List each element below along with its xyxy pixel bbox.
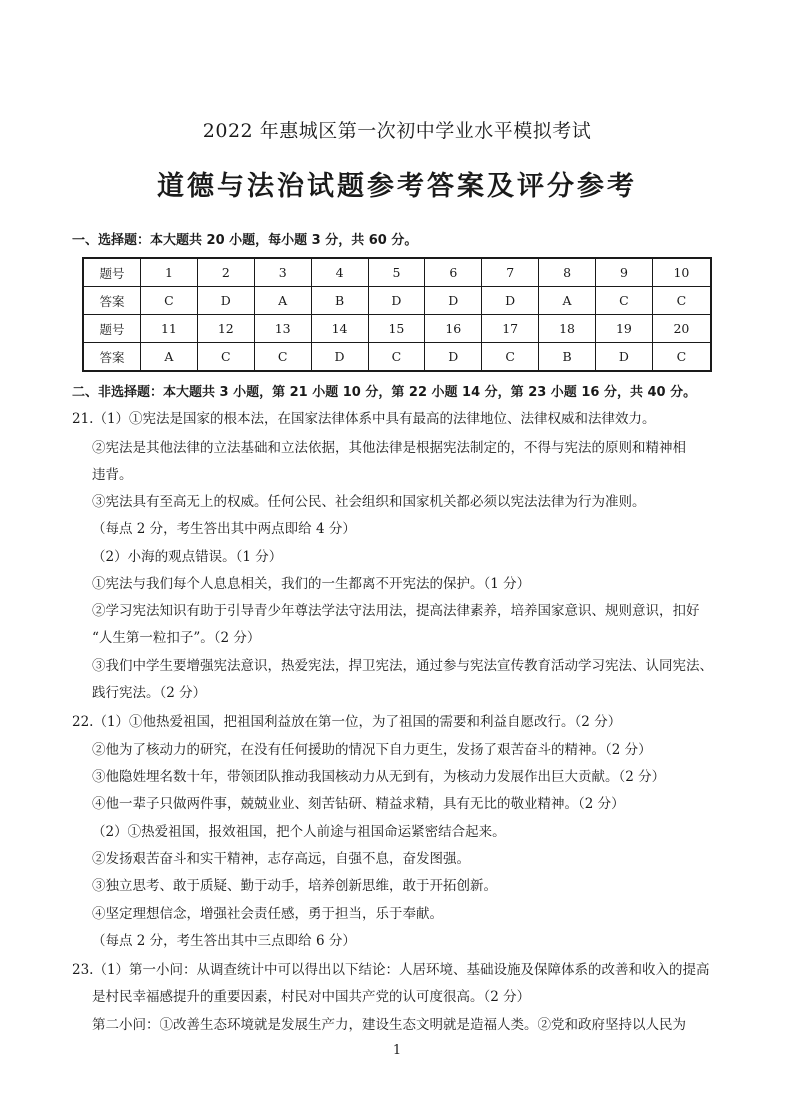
answer-line: （2）①热爱祖国，报效祖国，把个人前途与祖国命运紧密结合起来。 bbox=[92, 824, 506, 840]
table-cell: D bbox=[197, 287, 254, 315]
answer-line: ③独立思考、敢于质疑、勤于动手，培养创新思维，敢于开拓创新。 bbox=[92, 878, 497, 894]
answer-line: ①宪法与我们每个人息息相关，我们的一生都离不开宪法的保护。（1 分） bbox=[92, 576, 531, 592]
answer-line: ②学习宪法知识有助于引导青少年尊法学法守法用法，提高法律素养，培养国家意识、规则意识，扣好 bbox=[92, 603, 700, 619]
answer-line: ②宪法是其他法律的立法基础和立法依据，其他法律是根据宪法制定的，不得与宪法的原则和精神相 bbox=[92, 440, 686, 456]
table-cell: 20 bbox=[652, 315, 711, 343]
table-row-header: 答案 bbox=[83, 287, 141, 315]
answer-line: ②他为了核动力的研究，在没有任何援助的情况下自力更生，发扬了艰苦奋斗的精神。（2 分） bbox=[92, 742, 652, 758]
table-cell: 14 bbox=[311, 315, 368, 343]
answer-line: （每点 2 分，考生答出其中三点即给 6 分） bbox=[92, 933, 356, 949]
table-cell: 15 bbox=[368, 315, 425, 343]
table-cell: C bbox=[482, 343, 539, 372]
answer-line: 23.（1）第一小问：从调查统计中可以得出以下结论：人居环境、基础设施及保障体系的改善和收入的提高 bbox=[72, 962, 710, 978]
answer-line: 22.（1）①他热爱祖国，把祖国利益放在第一位，为了祖国的需要和利益自愿改行。（2 分） bbox=[72, 714, 622, 730]
answer-line: 是村民幸福感提升的重要因素，村民对中国共产党的认可度很高。（2 分） bbox=[92, 989, 531, 1005]
table-cell: D bbox=[425, 343, 482, 372]
answer-line: ④他一辈子只做两件事，兢兢业业、刻苦钻研、精益求精，具有无比的敬业精神。（2 分） bbox=[92, 796, 625, 812]
section2-heading: 二、非选择题：本大题共 3 小题，第 21 小题 10 分，第 22 小题 14 分，第 23 小题 16 分，共 40 分。 bbox=[72, 385, 697, 400]
answer-line: ③他隐姓埋名数十年，带领团队推动我国核动力从无到有，为核动力发展作出巨大贡献。（2 分） bbox=[92, 769, 666, 785]
table-cell: B bbox=[311, 287, 368, 315]
table-cell: 8 bbox=[539, 258, 596, 287]
document-title: 道德与法治试题参考答案及评分参考 bbox=[157, 171, 637, 202]
table-cell: A bbox=[254, 287, 311, 315]
table-cell: 3 bbox=[254, 258, 311, 287]
table-cell: 11 bbox=[141, 315, 198, 343]
table-cell: B bbox=[539, 343, 596, 372]
answer-line: 21.（1）①宪法是国家的根本法，在国家法律体系中具有最高的法律地位、法律权威和法律效力。 bbox=[72, 411, 656, 427]
table-cell: 4 bbox=[311, 258, 368, 287]
table-cell: 17 bbox=[482, 315, 539, 343]
table-cell: D bbox=[368, 287, 425, 315]
table-cell: C bbox=[368, 343, 425, 372]
table-cell: 6 bbox=[425, 258, 482, 287]
table-cell: 18 bbox=[539, 315, 596, 343]
table-cell: D bbox=[425, 287, 482, 315]
section1-heading: 一、选择题：本大题共 20 小题，每小题 3 分，共 60 分。 bbox=[72, 233, 418, 248]
answer-line: ④坚定理想信念，增强社会责任感，勇于担当，乐于奉献。 bbox=[92, 906, 443, 922]
answer-line: 践行宪法。（2 分） bbox=[92, 685, 207, 701]
table-cell: 7 bbox=[482, 258, 539, 287]
answer-line: 违背。 bbox=[92, 467, 133, 483]
table-cell: 19 bbox=[596, 315, 653, 343]
page-number: 1 bbox=[392, 1043, 402, 1058]
table-cell: C bbox=[596, 287, 653, 315]
table-cell: C bbox=[254, 343, 311, 372]
table-cell: C bbox=[652, 287, 711, 315]
table-cell: 1 bbox=[141, 258, 198, 287]
table-cell: 9 bbox=[596, 258, 653, 287]
table-cell: 12 bbox=[197, 315, 254, 343]
table-cell: 5 bbox=[368, 258, 425, 287]
table-cell: C bbox=[141, 287, 198, 315]
answer-line: ③宪法具有至高无上的权威。任何公民、社会组织和国家机关都必须以宪法法律为行为准则。 bbox=[92, 494, 646, 510]
answer-line: ③我们中学生要增强宪法意识，热爱宪法，捍卫宪法，通过参与宪法宣传教育活动学习宪法、认同宪法、 bbox=[92, 658, 713, 674]
exam-title: 2022 年惠城区第一次初中学业水平模拟考试 bbox=[202, 120, 592, 142]
table-cell: D bbox=[596, 343, 653, 372]
table-cell: 2 bbox=[197, 258, 254, 287]
table-cell: 13 bbox=[254, 315, 311, 343]
table-cell: 10 bbox=[652, 258, 711, 287]
table-row bbox=[83, 343, 711, 372]
table-cell: A bbox=[539, 287, 596, 315]
answer-line: （2）小海的观点错误。（1 分） bbox=[92, 549, 283, 565]
table-cell: D bbox=[311, 343, 368, 372]
answer-line: （每点 2 分，考生答出其中两点即给 4 分） bbox=[92, 521, 356, 537]
answer-line: “人生第一粒扣子”。（2 分） bbox=[92, 630, 261, 646]
answer-line: ②发扬艰苦奋斗和实干精神，志存高远，自强不息，奋发图强。 bbox=[92, 851, 470, 867]
answer-line: 第二小问：①改善生态环境就是发展生产力，建设生态文明就是造福人类。②党和政府坚持以人民为 bbox=[92, 1017, 686, 1033]
answer-table bbox=[82, 257, 712, 372]
table-row-header: 题号 bbox=[83, 315, 141, 343]
table-row-header: 题号 bbox=[83, 258, 141, 287]
table-cell: C bbox=[652, 343, 711, 372]
table-row bbox=[83, 258, 711, 287]
table-cell: D bbox=[482, 287, 539, 315]
table-cell: C bbox=[197, 343, 254, 372]
table-cell: A bbox=[141, 343, 198, 372]
table-row bbox=[83, 315, 711, 343]
table-cell: 16 bbox=[425, 315, 482, 343]
table-row bbox=[83, 287, 711, 315]
table-row-header: 答案 bbox=[83, 343, 141, 372]
